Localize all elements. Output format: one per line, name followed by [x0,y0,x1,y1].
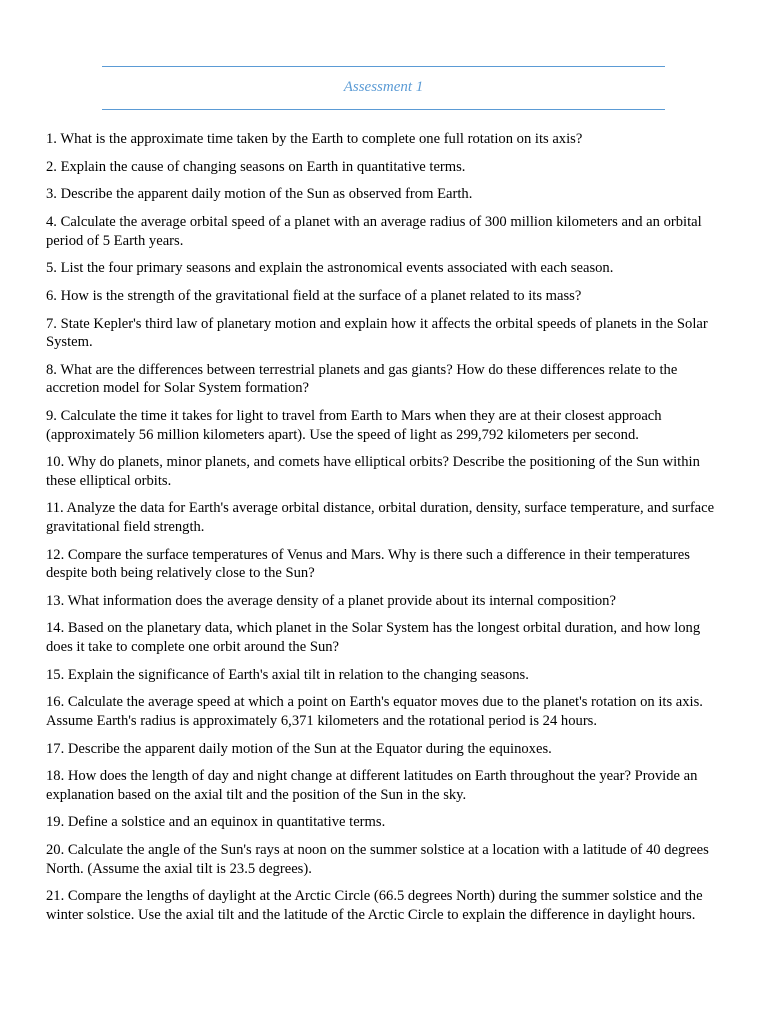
question-1: 1. What is the approximate time taken by the Earth to complete one full rotation on its axis? [46,131,583,147]
question-21: 21. Compare the lengths of daylight at the Arctic Circle (66.5 degrees North) during the summer solstice and the winter solstice. Use the axial tilt and the latitude of the Arctic Circle to explain the difference in daylight hours. [46,888,703,923]
question-8: 8. What are the differences between terrestrial planets and gas giants? How do these differences relate to the accretion model for Solar System formation? [46,361,678,397]
question-20: 20. Calculate the angle of the Sun's rays at noon on the summer solstice at a location with a latitude of 40 degrees North. (Assume the axial tilt is 23.5 degrees). [46,842,709,877]
question-list [46,130,722,933]
question-6: 6. How is the strength of the gravitational field at the surface of a planet related to its mass? [46,287,582,304]
question-19: 19. Define a solstice and an equinox in quantitative terms. [46,814,386,831]
question-15: 15. Explain the significance of Earth's axial tilt in relation to the changing seasons. [46,666,529,683]
question-16: 16. Calculate the average speed at which a point on Earth's equator moves due to the planet's rotation on its axis. Assume Earth's radius is approximately 6,371 kilometers and the rotational period is 24 hours. [46,694,703,729]
question-5: 5. List the four primary seasons and explain the astronomical events associated with each season. [46,260,614,277]
question-3: 3. Describe the apparent daily motion of the Sun as observed from Earth. [46,186,473,203]
question-4: 4. Calculate the average orbital speed of a planet with an average radius of 300 million kilometers and an orbital period of 5 Earth years. [46,214,702,249]
question-18: 18. How does the length of day and night change at different latitudes on Earth throughout the year? Provide an explanation based on the axial tilt and the position of the Sun in the sky. [46,768,698,803]
question-11: 11. Analyze the data for Earth's average orbital distance, orbital duration, density, surface temperature, and surface gravitational field strength. [46,500,715,535]
question-10: 10. Why do planets, minor planets, and comets have elliptical orbits? Describe the positioning of the Sun within these elliptical orbits. [46,454,700,489]
document-title: Assessment 1 [343,79,424,95]
document-header [102,66,665,110]
question-14: 14. Based on the planetary data, which planet in the Solar System has the longest orbital duration, and how long does it take to complete one orbit around the Sun? [46,620,701,655]
question-17: 17. Describe the apparent daily motion of the Sun at the Equator during the equinoxes. [46,740,552,757]
question-13: 13. What information does the average density of a planet provide about its internal composition? [46,592,616,609]
question-12: 12. Compare the surface temperatures of Venus and Mars. Why is there such a difference in their temperatures despite both being relatively close to the Sun? [46,546,690,582]
question-9: 9. Calculate the time it takes for light to travel from Earth to Mars when they are at their closest approach (approximately 56 million kilometers apart). Use the speed of light as 299,792 kilometers per second. [46,408,662,443]
question-7: 7. State Kepler's third law of planetary motion and explain how it affects the orbital speeds of planets in the Solar System. [46,315,708,351]
question-2: 2. Explain the cause of changing seasons on Earth in quantitative terms. [46,158,466,175]
